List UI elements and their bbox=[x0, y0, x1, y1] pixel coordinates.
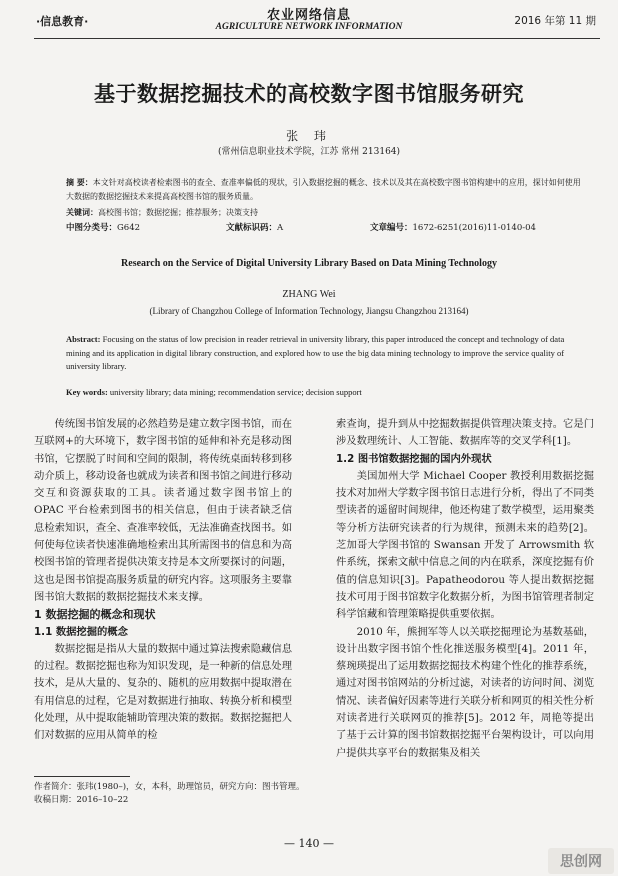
abstract-cn-text: 本文针对高校读者检索图书的查全、查准率偏低的现状，引入数据挖掘的概念、技术以及其在高校数字图书馆构建中的应用，探讨如何使用大数据的数据挖掘技术来提高高校图书馆的服务质量。 bbox=[66, 178, 581, 201]
body-right-column bbox=[336, 416, 594, 762]
footnote-rule bbox=[34, 776, 130, 777]
doc-code-label: 文献标识码： bbox=[226, 223, 278, 233]
section-heading-1-2: 1.2 图书馆数据挖掘的国内外现状 bbox=[336, 452, 492, 465]
english-keywords-label: Key words: bbox=[66, 387, 108, 397]
body-paragraph: 2010 年，熊拥军等人以关联挖掘理论为基数基础，设计出数字图书馆个性化推送服务模型[4]。2011 年，蔡琬瑛提出了运用数据挖掘技术构建个性化的推荐系统，通过对图书馆网站的分析过滤，对读者的访问时间、浏览情况、读者偏好因素等进行关联分析和网页的相关性分析对读者进行关联网页的推荐[5]。2012 年，周艳等提出了基于云计算的图书馆数据挖掘平台架构设计，可以向用户提供共享平台的数据集及相关 bbox=[336, 625, 594, 759]
page-number: — 140 — bbox=[284, 837, 334, 850]
english-abstract bbox=[66, 333, 586, 374]
clc-value: G642 bbox=[117, 223, 141, 233]
journal-name-cn: 农业网络信息 bbox=[266, 8, 351, 23]
keywords-cn-label: 关键词： bbox=[66, 208, 98, 217]
english-keywords-text: university library; data mining; recommendation service; decision support bbox=[109, 387, 362, 397]
article-no-label: 文章编号： bbox=[370, 223, 413, 233]
section-label: ·信息教育· bbox=[36, 15, 89, 28]
english-title: Research on the Service of Digital University Library Based on Data Mining Technology bbox=[121, 258, 497, 269]
watermark-logo bbox=[548, 848, 614, 874]
keywords-cn-text: 高校图书馆；数据挖掘；推荐服务；决策支持 bbox=[98, 208, 258, 217]
section-heading-1-1: 1.1 数据挖掘的概念 bbox=[34, 625, 128, 638]
article-title: 基于数据挖掘技术的高校数字图书馆服务研究 bbox=[94, 82, 524, 106]
body-paragraph: 数据挖掘是指从大量的数据中通过算法搜索隐藏信息的过程。数据挖掘也称为知识发现，是一种新的信息处理技术，是从大量的、复杂的、随机的应用数据中提取潜在有用信息的过程，它是对数据进行抽取、转换分析和模型化处理，从中提取能辅助管理决策的数据。数据挖掘把人们对数据的应用从简单的检 bbox=[34, 642, 292, 742]
body-paragraph: 传统图书馆发展的必然趋势是建立数字图书馆，而在互联网+的大环境下，数字图书馆的延伸和补充是移动图书馆，它摆脱了时间和空间的限制，将传统桌面转移到移动介质上，移动设备也就成为读者和图书馆之间进行移动交互和资源获取的工具。读者通过数字图书馆上的 OPAC 平台检索到图书的相关信息，但由于读者缺乏信息检索知识，查全、查准率较低，无法准确查找图书。如何使每位读者快速准确地检索出其所需图书的信息和为高校图书馆的管理者提供决策支持是本文所要探讨的问题，这也是图书馆提高服务质量的研究内容。这项服务主要靠图书馆大数据的数据挖掘技术来支撑。 bbox=[34, 418, 292, 603]
received-date: 收稿日期：2016–10–22 bbox=[34, 795, 129, 805]
body-paragraph: 美国加州大学 Michael Cooper 教授利用数据挖掘技术对加州大学数字图书馆日志进行分析，得出了不同类型读者的遥留时间规律，他还构建了数学模型，运用聚类等分析方法研究读者的行为规律，预测未来的趋势[2]。芝加哥大学图书馆的 Swansan 开发了 Arrowsmith 软件系统，探索文献中信息之间的内在联系，深度挖掘有价值的信息知识[3]。Papatheodorou 等人提出数据挖掘技术可用于图书馆数字化数据分析，为图书馆管理者制定科学馆藏和管理策略提供重要依据。 bbox=[336, 469, 594, 621]
english-abstract-text: Focusing on the status of low precision in reader retrieval in university library, this paper introduced the concept and technology of data mining and its application in digital library construction, and explored how to use the big data mining technology to improve the service quality of university library. bbox=[66, 334, 565, 371]
svg-text:思创网: 思创网 bbox=[560, 854, 602, 870]
journal-name-en: AGRICULTURE NETWORK INFORMATION bbox=[215, 22, 403, 32]
abstract-cn-label: 摘 要： bbox=[66, 178, 93, 187]
english-keywords bbox=[66, 387, 362, 397]
footnote bbox=[34, 781, 305, 807]
clc-label: 中图分类号： bbox=[66, 223, 118, 233]
doc-code-value: A bbox=[277, 223, 284, 233]
abstract-cn bbox=[66, 176, 586, 204]
english-author: ZHANG Wei bbox=[282, 289, 336, 300]
keywords-cn bbox=[66, 207, 258, 218]
english-affiliation: (Library of Changzhou College of Information Technology, Jiangsu Changzhou 213164) bbox=[149, 306, 469, 316]
author-affiliation: (常州信息职业技术学院，江苏 常州 213164) bbox=[217, 147, 401, 157]
body-left-column bbox=[34, 416, 292, 745]
article-no-value: 1672-6251(2016)11-0140-04 bbox=[412, 223, 536, 233]
english-abstract-label: Abstract: bbox=[66, 334, 101, 344]
author-name: 张 玮 bbox=[286, 129, 332, 143]
issue-label: 2016 年第 11 期 bbox=[514, 15, 596, 27]
author-bio: 作者简介：张玮(1980–)，女，本科，助理馆员，研究方向：图书管理。 bbox=[34, 782, 305, 792]
header-rule bbox=[34, 38, 600, 39]
body-paragraph: 索查询，提升到从中挖掘数据提供管理决策支持。它是门涉及数理统计、人工智能、数据库等的交叉学科[1]。 bbox=[336, 418, 594, 448]
section-heading-1: 1 数据挖掘的概念和现状 bbox=[34, 608, 156, 622]
